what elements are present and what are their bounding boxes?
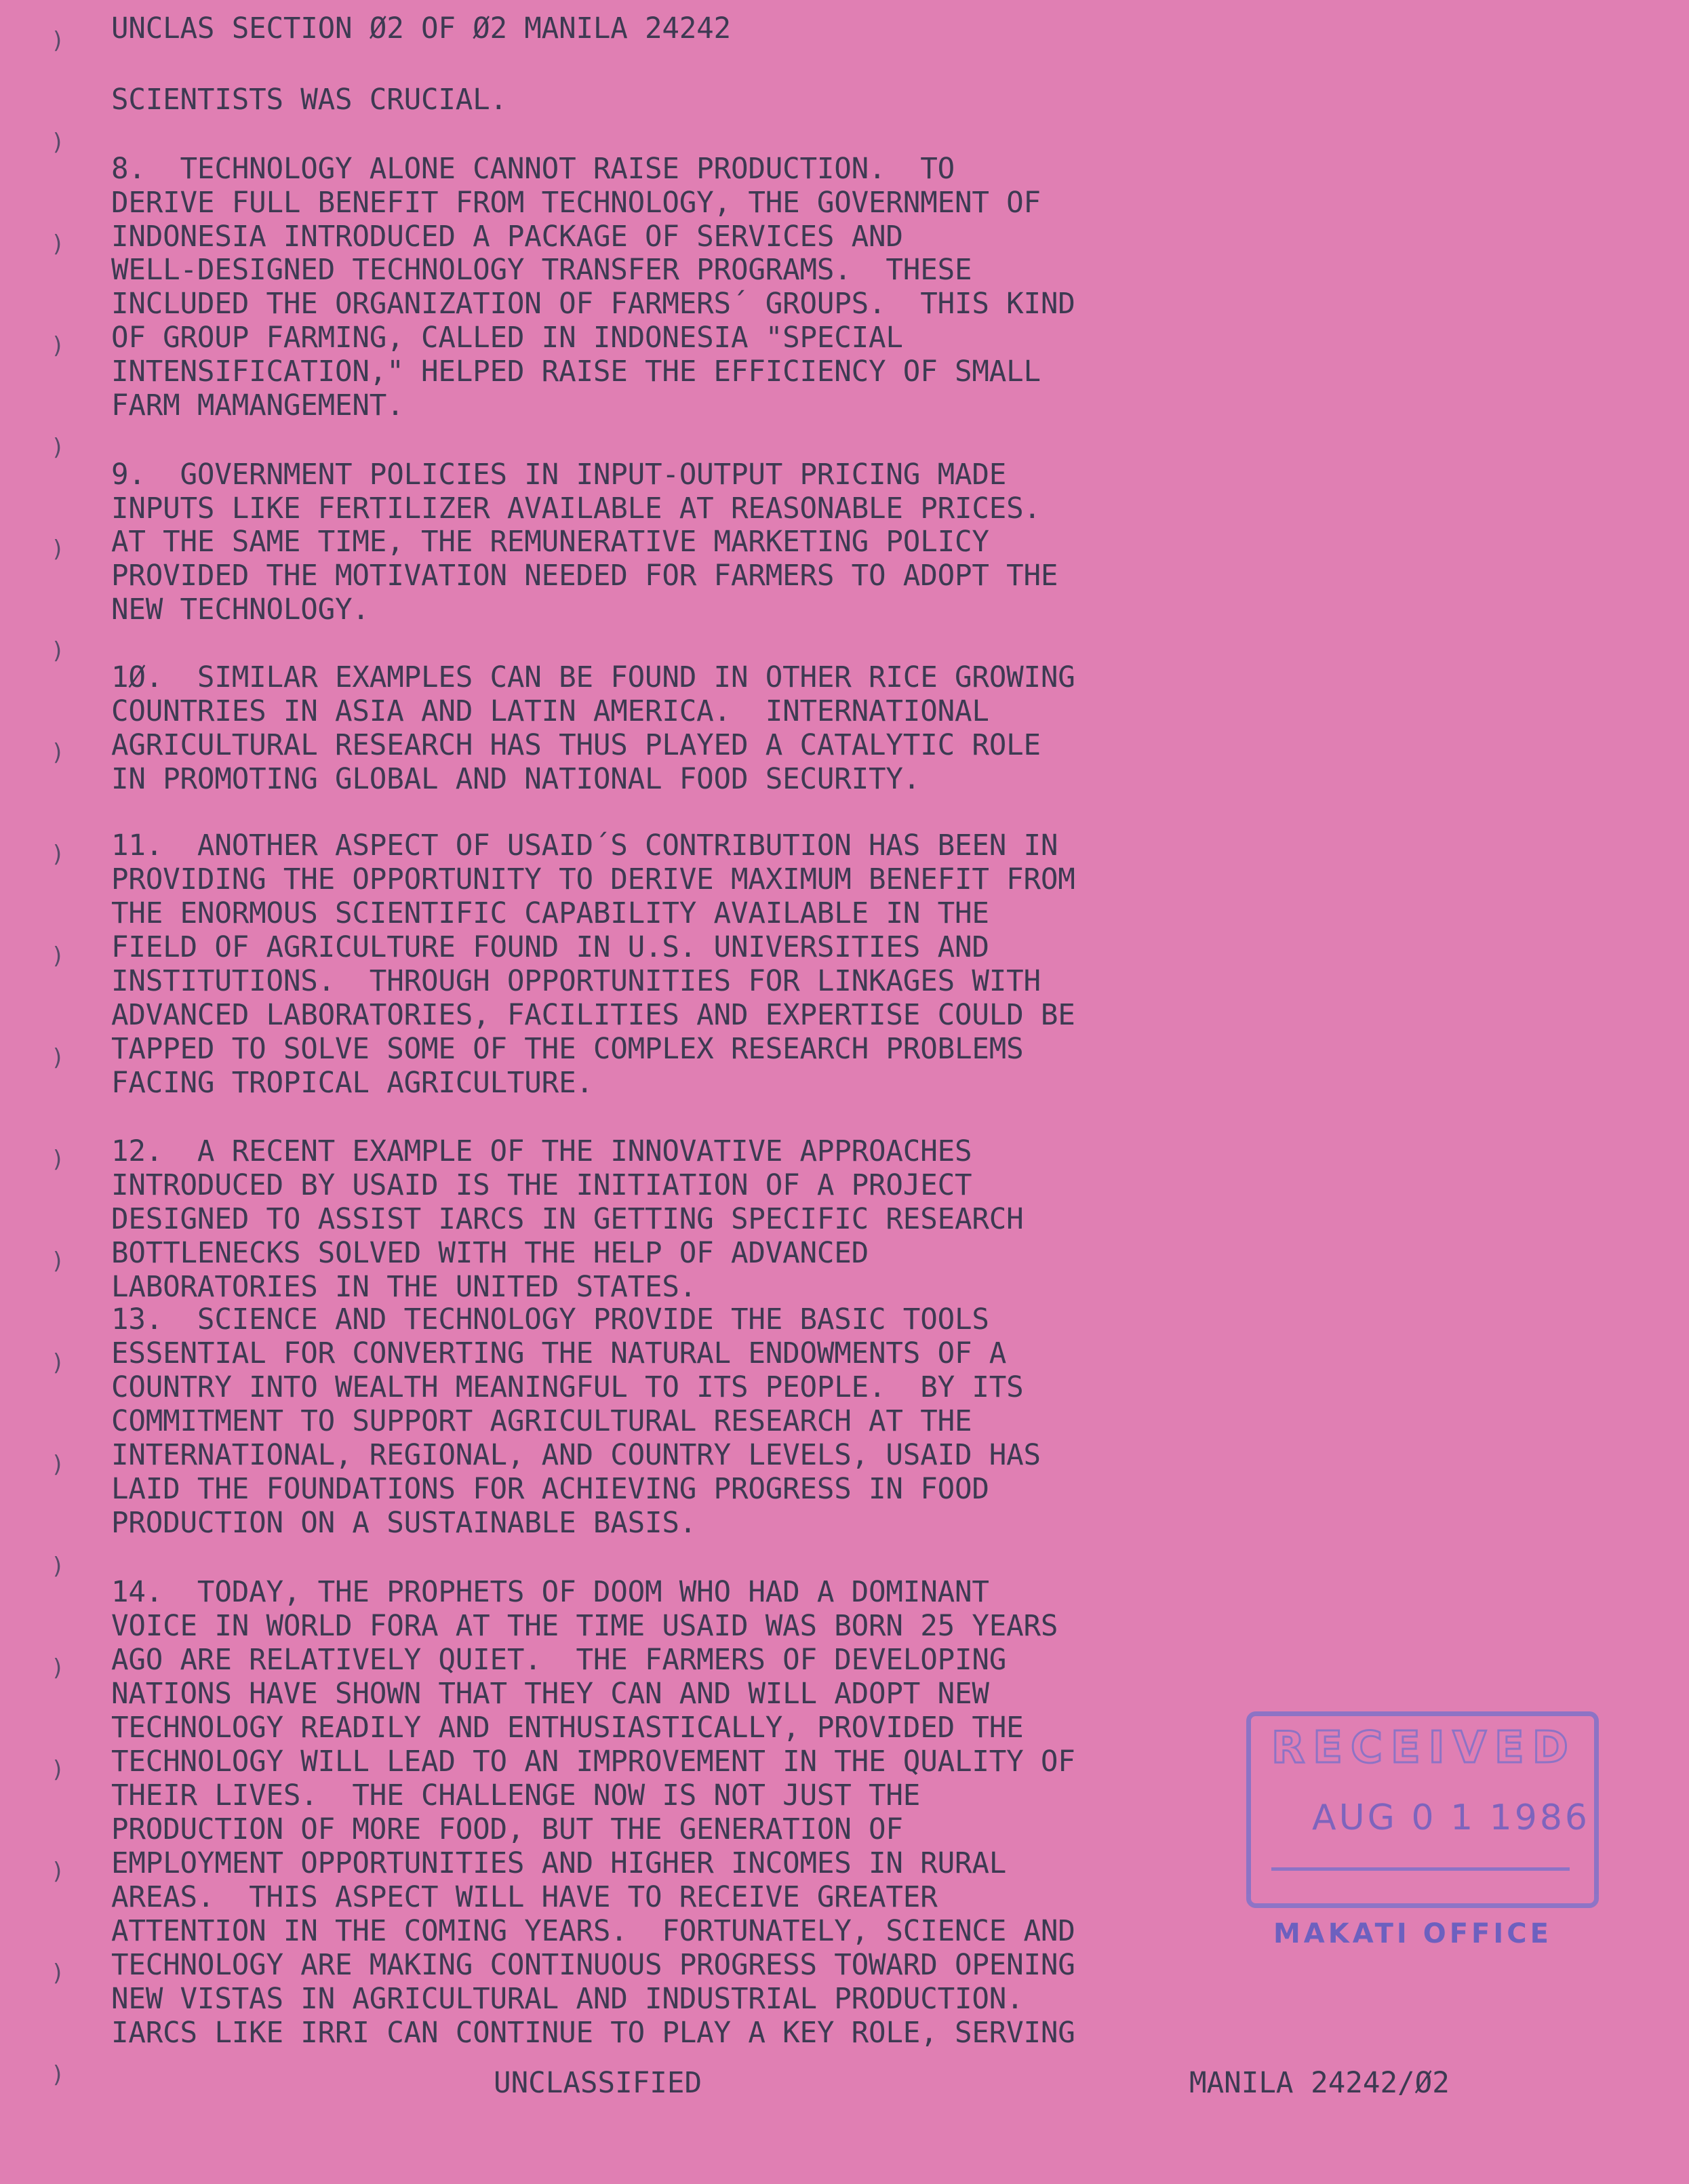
text-line: VOICE IN WORLD FORA AT THE TIME USAID WAS BORN 25 YEARS [111, 1610, 1058, 1643]
text-line: INDONESIA INTRODUCED A PACKAGE OF SERVICES AND [111, 220, 903, 254]
text-line: FIELD OF AGRICULTURE FOUND IN U.S. UNIVERSITIES AND [111, 931, 989, 964]
text-line: TECHNOLOGY READILY AND ENTHUSIASTICALLY, PROVIDED THE [111, 1711, 1024, 1745]
text-line: PROVIDING THE OPPORTUNITY TO DERIVE MAXIMUM BENEFIT FROM [111, 863, 1075, 896]
text-line: NEW VISTAS IN AGRICULTURAL AND INDUSTRIAL PRODUCTION. [111, 1983, 1024, 2016]
text-line: AT THE SAME TIME, THE REMUNERATIVE MARKETING POLICY [111, 525, 989, 559]
text-line: LAID THE FOUNDATIONS FOR ACHIEVING PROGRESS IN FOOD [111, 1473, 989, 1506]
text-line: 14. TODAY, THE PROPHETS OF DOOM WHO HAD A DOMINANT [111, 1576, 989, 1609]
section-header: UNCLAS SECTION Ø2 OF Ø2 MANILA 24242 [111, 12, 731, 45]
text-line: DESIGNED TO ASSIST IARCS IN GETTING SPECIFIC RESEARCH [111, 1203, 1024, 1236]
text-line: INTRODUCED BY USAID IS THE INITIATION OF A PROJECT [111, 1169, 972, 1202]
text-line: 11. ANOTHER ASPECT OF USAID´S CONTRIBUTION HAS BEEN IN [111, 829, 1058, 862]
text-line: ADVANCED LABORATORIES, FACILITIES AND EXPERTISE COULD BE [111, 999, 1075, 1032]
text-line: OF GROUP FARMING, CALLED IN INDONESIA "SPECIAL [111, 321, 903, 355]
telegram-page: UNCLAS SECTION Ø2 OF Ø2 MANILA 24242 SCIENTISTS WAS CRUCIAL. 8. TECHNOLOGY ALONE CANNOT RAISE PRODUCTION. TO DERIVE FULL BENEFIT FROM TECHNOLOGY, THE GOVERNMENT OF INDONESIA INTRODUCED A PACKAGE OF SERVICES AND WELL-DESIGNED TECHNOLOGY TRANSFER PROGRAMS. THESE INCLUDED THE ORGANIZATION OF FARMERS´ GROUPS. THIS KIND OF GROUP FARMING, CALLED IN INDONESIA "SPECIAL INTENSIFICATION," HELPED RAISE THE EFFICIENCY OF SMALL FARM MAMANGEMENT. 9. GOVERNMENT POLICIES IN INPUT-OUTPUT PRICING MADE INPUTS LIKE FERTILIZER AVAILABLE AT REASONABLE PRICES. AT THE SAME TIME, THE REMUNERATIVE MARKETING POLICY PROVIDED THE MOTIVATION NEEDED FOR FARMERS TO ADOPT THE NEW TECHNOLOGY. 1Ø. SIMILAR EXAMPLES CAN BE FOUND IN OTHER RICE GROWING COUNTRIES IN ASIA AND LATIN AMERICA. INTERNATIONAL AGRICULTURAL RESEARCH HAS THUS PLAYED A CATALYTIC ROLE IN PROMOTING GLOBAL AND NATIONAL FOOD SECURITY. 11. ANOTHER ASPECT OF USAID´S CONTRIBUTION HAS BEEN IN PROVIDING THE OPPORTUNITY TO DERIVE MAXIMUM BENEFIT FROM THE ENORMOUS SCIENTIFIC CAPABILITY AVAILABLE IN THE FIELD OF AGRICULTURE FOUND IN U.S. UNIVERSITIES AND INSTITUTIONS. THROUGH OPPORTUNITIES FOR LINKAGES WITH ADVANCED LABORATORIES, FACILITIES AND EXPERTISE COULD BE TAPPED TO SOLVE SOME OF THE COMPLEX RESEARCH PROBLEMS FACING TROPICAL AGRICULTURE. 12. A RECENT EXAMPLE OF THE INNOVATIVE APPROACHES INTRODUCED BY USAID IS THE INITIATION OF A PROJECT DESIGNED TO ASSIST IARCS IN GETTING SPECIFIC RESEARCH BOTTLENECKS SOLVED WITH THE HELP OF ADVANCED LABORATORIES IN THE UNITED STATES. 13. SCIENCE AND TECHNOLOGY PROVIDE THE BASIC TOOLS ESSENTIAL FOR CONVERTING THE NATURAL ENDOWMENTS OF A COUNTRY INTO WEALTH MEANINGFUL TO ITS PEOPLE. BY ITS COMMITMENT TO SUPPORT AGRICULTURAL RESEARCH AT THE INTERNATIONAL, REGIONAL, AND COUNTRY LEVELS, USAID HAS LAID THE FOUNDATIONS FOR ACHIEVING PROGRESS IN FOOD PRODUCTION ON A SUSTAINABLE BASIS. 14. TODAY, THE PROPHETS OF DOOM WHO HAD A DOMINANT VOICE IN WORLD FORA AT THE TIME USAID WAS BORN 25 YEARS AGO ARE RELATIVELY QUIET. THE FARMERS OF DEVELOPING NATIONS HAVE SHOWN THAT THEY CAN AND WILL ADOPT NEW TECHNOLOGY READILY AND ENTHUSIASTICALLY, PROVIDED THE TECHNOLOGY WILL LEAD TO AN IMPROVEMENT IN THE QUALITY OF THEIR LIVES. THE CHALLENGE NOW IS NOT JUST THE PRODUCTION OF MORE FOOD, BUT THE GENERATION OF EMPLOYMENT OPPORTUNITIES AND HIGHER INCOMES IN RURAL AREAS. THIS ASPECT WILL HAVE TO RECEIVE GREATER ATTENTION IN THE COMING YEARS. FORTUNATELY, SCIENCE AND TECHNOLOGY ARE MAKING CONTINUOUS PROGRESS TOWARD OPENING NEW VISTAS IN AGRICULTURAL AND INDUSTRIAL PRODUCTION. IARCS LIKE IRRI CAN CONTINUE TO PLAY A KEY ROLE, SERVING ) ) ) ) ) ) ) ) ) ) ) ) ) ) ) ) ) ) ) ) ) RECEIVED AUG 0 1 1986 MAKATI OFFICE UNCLASSIFIED MANILA 24242/Ø2 [0, 0, 1689, 2184]
stamp-border-bar [1271, 1867, 1570, 1895]
text-line: INSTITUTIONS. THROUGH OPPORTUNITIES FOR LINKAGES WITH [111, 965, 1041, 998]
text-line: ATTENTION IN THE COMING YEARS. FORTUNATELY, SCIENCE AND [111, 1915, 1075, 1948]
text-line: 13. SCIENCE AND TECHNOLOGY PROVIDE THE BASIC TOOLS [111, 1303, 989, 1336]
text-line: INTERNATIONAL, REGIONAL, AND COUNTRY LEVELS, USAID HAS [111, 1439, 1041, 1472]
footer-classification: UNCLASSIFIED [494, 2067, 702, 2100]
text-line: THE ENORMOUS SCIENTIFIC CAPABILITY AVAILABLE IN THE [111, 897, 989, 930]
text-line: TECHNOLOGY ARE MAKING CONTINUOUS PROGRESS TOWARD OPENING [111, 1949, 1075, 1982]
text-line: IARCS LIKE IRRI CAN CONTINUE TO PLAY A KEY ROLE, SERVING [111, 2017, 1075, 2050]
text-line: IN PROMOTING GLOBAL AND NATIONAL FOOD SECURITY. [111, 763, 921, 796]
text-line: TECHNOLOGY WILL LEAD TO AN IMPROVEMENT IN THE QUALITY OF [111, 1745, 1075, 1779]
text-line: INPUTS LIKE FERTILIZER AVAILABLE AT REASONABLE PRICES. [111, 492, 1041, 525]
stamp-office: MAKATI OFFICE [1273, 1918, 1552, 1949]
text-line: 8. TECHNOLOGY ALONE CANNOT RAISE PRODUCTION. TO [111, 153, 955, 186]
text-line: AREAS. THIS ASPECT WILL HAVE TO RECEIVE GREATER [111, 1881, 938, 1914]
text-line: 1Ø. SIMILAR EXAMPLES CAN BE FOUND IN OTHER RICE GROWING [111, 661, 1075, 694]
text-line: THEIR LIVES. THE CHALLENGE NOW IS NOT JUST THE [111, 1779, 921, 1812]
text-line: EMPLOYMENT OPPORTUNITIES AND HIGHER INCOMES IN RURAL [111, 1847, 1007, 1880]
text-line: TAPPED TO SOLVE SOME OF THE COMPLEX RESEARCH PROBLEMS [111, 1033, 1024, 1066]
text-line: DERIVE FULL BENEFIT FROM TECHNOLOGY, THE GOVERNMENT OF [111, 186, 1041, 220]
text-line: LABORATORIES IN THE UNITED STATES. [111, 1271, 697, 1304]
text-line: NEW TECHNOLOGY. [111, 593, 370, 627]
text-line: COUNTRY INTO WEALTH MEANINGFUL TO ITS PEOPLE. BY ITS [111, 1371, 1024, 1404]
text-line: AGRICULTURAL RESEARCH HAS THUS PLAYED A CATALYTIC ROLE [111, 729, 1041, 762]
text-line: BOTTLENECKS SOLVED WITH THE HELP OF ADVANCED [111, 1237, 869, 1270]
footer-reference: MANILA 24242/Ø2 [1189, 2067, 1450, 2100]
text-line: INTENSIFICATION," HELPED RAISE THE EFFICIENCY OF SMALL [111, 355, 1041, 389]
text-line: COUNTRIES IN ASIA AND LATIN AMERICA. INTERNATIONAL [111, 695, 989, 728]
text-line: PRODUCTION ON A SUSTAINABLE BASIS. [111, 1507, 697, 1540]
text-line: 12. A RECENT EXAMPLE OF THE INNOVATIVE APPROACHES [111, 1135, 972, 1168]
stamp-received-word: RECEIVED [1271, 1723, 1576, 1773]
text-line: SCIENTISTS WAS CRUCIAL. [111, 83, 507, 117]
text-line: COMMITMENT TO SUPPORT AGRICULTURAL RESEARCH AT THE [111, 1405, 972, 1438]
text-line: ESSENTIAL FOR CONVERTING THE NATURAL ENDOWMENTS OF A [111, 1337, 1007, 1370]
text-line: FARM MAMANGEMENT. [111, 389, 404, 422]
text-line: PRODUCTION OF MORE FOOD, BUT THE GENERATION OF [111, 1813, 903, 1846]
text-line: INCLUDED THE ORGANIZATION OF FARMERS´ GROUPS. THIS KIND [111, 287, 1075, 321]
text-line: WELL-DESIGNED TECHNOLOGY TRANSFER PROGRAMS. THESE [111, 254, 972, 287]
text-line: 9. GOVERNMENT POLICIES IN INPUT-OUTPUT PRICING MADE [111, 458, 1007, 492]
text-line: AGO ARE RELATIVELY QUIET. THE FARMERS OF DEVELOPING [111, 1644, 1007, 1677]
text-line: FACING TROPICAL AGRICULTURE. [111, 1067, 593, 1100]
stamp-date: AUG 0 1 1986 [1312, 1798, 1591, 1838]
text-line: NATIONS HAVE SHOWN THAT THEY CAN AND WILL ADOPT NEW [111, 1677, 989, 1711]
text-line: PROVIDED THE MOTIVATION NEEDED FOR FARMERS TO ADOPT THE [111, 559, 1058, 593]
received-stamp [1246, 1711, 1599, 1908]
